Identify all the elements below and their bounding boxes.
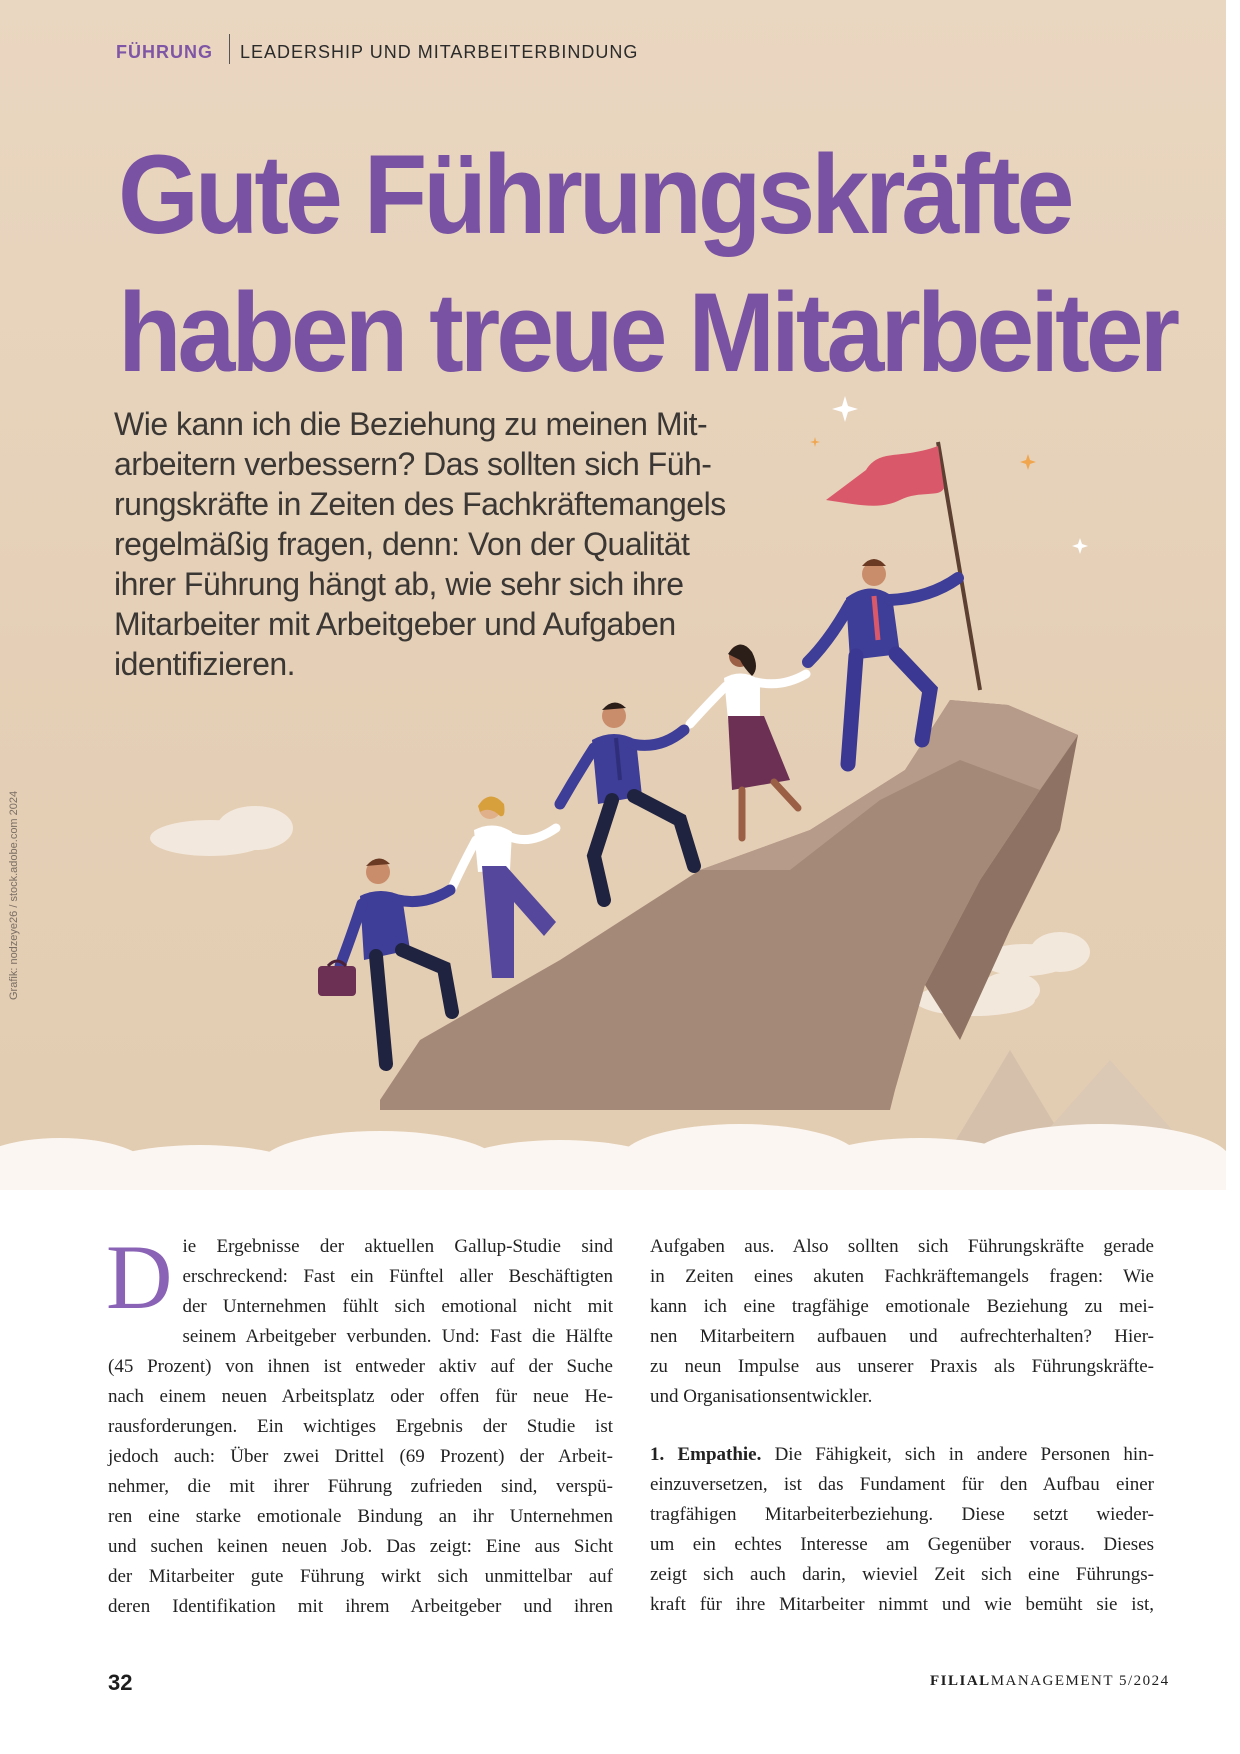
- page-number: 32: [108, 1670, 133, 1695]
- body-line: zu neun Impulse aus unserer Praxis als Führungskräfte-: [650, 1356, 1154, 1377]
- page-margin: [1226, 0, 1240, 1754]
- lead-line: ihrer Führung hängt ab, wie sehr sich ihre: [114, 566, 684, 602]
- body-line: kann ich eine tragfähige emotionale Beziehung zu mei-: [650, 1296, 1154, 1317]
- magazine-name-bold: FILIAL: [930, 1673, 991, 1689]
- body-line: ren eine starke emotionale Bindung an ihr Unternehmen: [108, 1506, 613, 1527]
- section-label: FÜHRUNG: [116, 41, 213, 62]
- body-line: deren Identifikation mit ihrem Arbeitgeber und ihren: [108, 1596, 613, 1617]
- subsection-label: LEADERSHIP UND MITARBEITERBINDUNG: [240, 41, 639, 62]
- drop-cap: D: [106, 1226, 173, 1328]
- headline-line-2: haben treue Mitarbeiter: [118, 270, 1177, 396]
- section-1-first-line: [650, 1440, 1154, 1470]
- section-1-first-text: Die Fähigkeit, sich in andere Personen hin-: [774, 1444, 1154, 1465]
- body-line: Aufgaben aus. Also sollten sich Führungskräfte gerade: [650, 1236, 1154, 1257]
- lead-line: identifizieren.: [114, 646, 296, 682]
- body-line: nen Mitarbeitern aufbauen und aufrechterhalten? Hier-: [650, 1326, 1154, 1347]
- body-line: ie Ergebnisse der aktuellen Gallup-Studie sind: [182, 1236, 613, 1257]
- body-line: in Zeiten eines akuten Fachkräftemangels fragen: Wie: [650, 1266, 1154, 1287]
- body-line: rausforderungen. Ein wichtiges Ergebnis der Studie ist: [108, 1416, 613, 1437]
- lead-line: rungskräfte in Zeiten des Fachkräftemangels: [114, 486, 726, 522]
- image-credit: Grafik: nodzeye26 / stock.adobe.com 2024: [8, 790, 20, 1000]
- lead-line: arbeitern verbessern? Das sollten sich Füh-: [114, 446, 712, 482]
- headline-line-1: Gute Führungskräfte: [118, 132, 1071, 258]
- lead-paragraph: [114, 404, 754, 684]
- body-line: und suchen keinen neuen Job. Das zeigt: Eine aus Sicht: [108, 1536, 613, 1557]
- body-line: nehmer, die mit ihrer Führung zufrieden sind, verspü-: [108, 1476, 613, 1497]
- article-headline: [118, 126, 1178, 402]
- magazine-footer: [930, 1673, 1170, 1690]
- body-line: seinem Arbeitgeber verbunden. Und: Fast die Hälfte: [182, 1326, 613, 1347]
- body-line: und Organisationsentwickler.: [650, 1386, 873, 1407]
- body-line: einzuversetzen, ist das Fundament für den Aufbau einer: [650, 1474, 1154, 1495]
- lead-line: Wie kann ich die Beziehung zu meinen Mit-: [114, 406, 708, 442]
- body-line: nach einem neuen Arbeitsplatz oder offen für neue He-: [108, 1386, 613, 1407]
- issue-number: 5/2024: [1119, 1673, 1170, 1689]
- magazine-name-rest: MANAGEMENT: [990, 1673, 1114, 1689]
- body-line: jedoch auch: Über zwei Drittel (69 Prozent) der Arbeit-: [108, 1446, 613, 1467]
- body-line: (45 Prozent) von ihnen ist entweder aktiv auf der Suche: [108, 1356, 613, 1377]
- body-column-2: [650, 1232, 1154, 1620]
- body-line: zeigt sich auch darin, wieviel Zeit sich eine Führungs-: [650, 1564, 1154, 1585]
- body-column-1: [106, 1226, 613, 1622]
- paragraph-gap: [650, 1412, 1154, 1440]
- body-line: tragfähigen Mitarbeiterbeziehung. Diese setzt wieder-: [650, 1504, 1154, 1525]
- header-divider: [229, 34, 230, 64]
- lead-line: regelmäßig fragen, denn: Von der Qualität: [114, 526, 690, 562]
- lead-line: Mitarbeiter mit Arbeitgeber und Aufgaben: [114, 606, 676, 642]
- body-line: der Unternehmen fühlt sich emotional nicht mit: [182, 1296, 613, 1317]
- body-line: der Mitarbeiter gute Führung wirkt sich unmittelbar auf: [108, 1566, 613, 1587]
- body-line: kraft für ihre Mitarbeiter nimmt und wie bemüht sie ist,: [650, 1594, 1154, 1615]
- body-line: erschreckend: Fast ein Fünftel aller Beschäftigten: [182, 1266, 613, 1287]
- section-header: [116, 38, 638, 68]
- section-1-title: 1. Empathie.: [650, 1444, 762, 1465]
- body-line: um ein echtes Interesse am Gegenüber voraus. Dieses: [650, 1534, 1154, 1555]
